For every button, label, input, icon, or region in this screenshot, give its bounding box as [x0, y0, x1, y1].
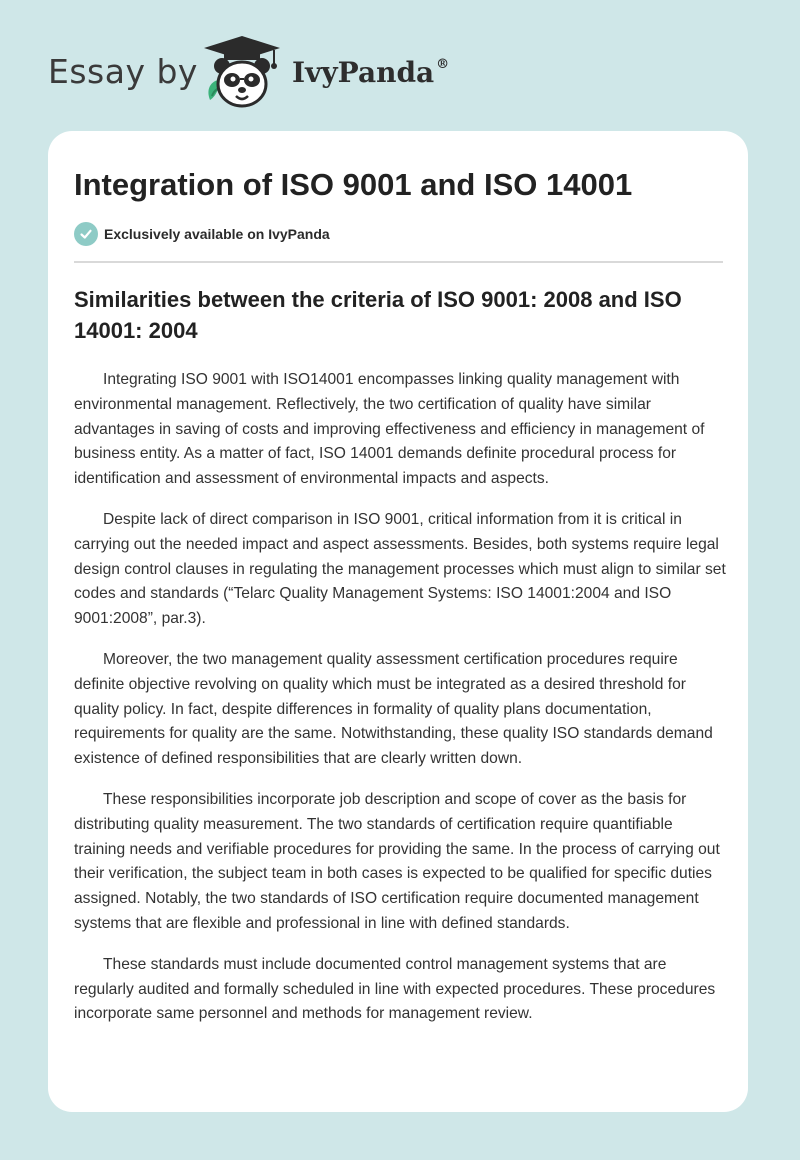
article-body	[74, 368, 726, 1043]
brand-name: IvyPanda	[292, 56, 435, 89]
paragraph: These responsibilities incorporate job description and scope of cover as the basis for distributing quality measurement. The two standards of certification require quantifiable training needs and verifiable procedures for providing the same. In the process of carrying out their verification, the subject team in both cases is expected to be qualified for specific duties assigned. Notably, the two standards of ISO certification require documented management systems that are flexible and professional in line with defined standards.	[74, 790, 720, 932]
registered-mark: ®	[436, 57, 450, 72]
exclusive-label: Exclusively available on IvyPanda	[104, 226, 330, 242]
page-title: Integration of ISO 9001 and ISO 14001	[74, 167, 633, 202]
divider	[74, 261, 723, 263]
paragraph: Moreover, the two management quality assessment certification procedures require definite objective revolving on quality which must be integrated as a desired threshold for quality policy. In fact, despite differences in formality of quality plans documentation, requirements for quality are the same. Notwithstanding, these quality ISO standards demand existence of defined responsibilities that are clearly written down.	[74, 650, 713, 768]
panda-mascot-icon	[200, 34, 284, 110]
article-card	[48, 131, 748, 1112]
brand-logo[interactable]	[292, 56, 449, 89]
section-heading: Similarities between the criteria of ISO 9001: 2008 and ISO 14001: 2004	[74, 287, 682, 343]
paragraph: Integrating ISO 9001 with ISO14001 encompasses linking quality management with environmental management. Reflectively, the two certification of quality have similar advantages in saving of costs and improving effectiveness and efficiency in management of business entity. As a matter of fact, ISO 14001 demands definite procedural process for identification and assessment of environmental impacts and aspects.	[74, 371, 705, 488]
check-circle-icon	[74, 222, 98, 246]
exclusive-notice	[74, 221, 330, 247]
paragraph: These standards must include documented control management systems that are regularly audited and formally scheduled in line with expected procedures. These procedures incorporate same personnel and methods for management review.	[74, 955, 716, 1023]
site-header	[48, 34, 508, 110]
paragraph: Despite lack of direct comparison in ISO 9001, critical information from it is critical in carrying out the needed impact and aspect assessments. Besides, both systems require legal design control clauses in regulating the management processes which must align to similar set codes and standards (“Telarc Quality Management Systems: ISO 14001:2004 and ISO 9001:2008”, par.3).	[74, 510, 726, 628]
essay-by-label: Essay by	[48, 52, 198, 91]
